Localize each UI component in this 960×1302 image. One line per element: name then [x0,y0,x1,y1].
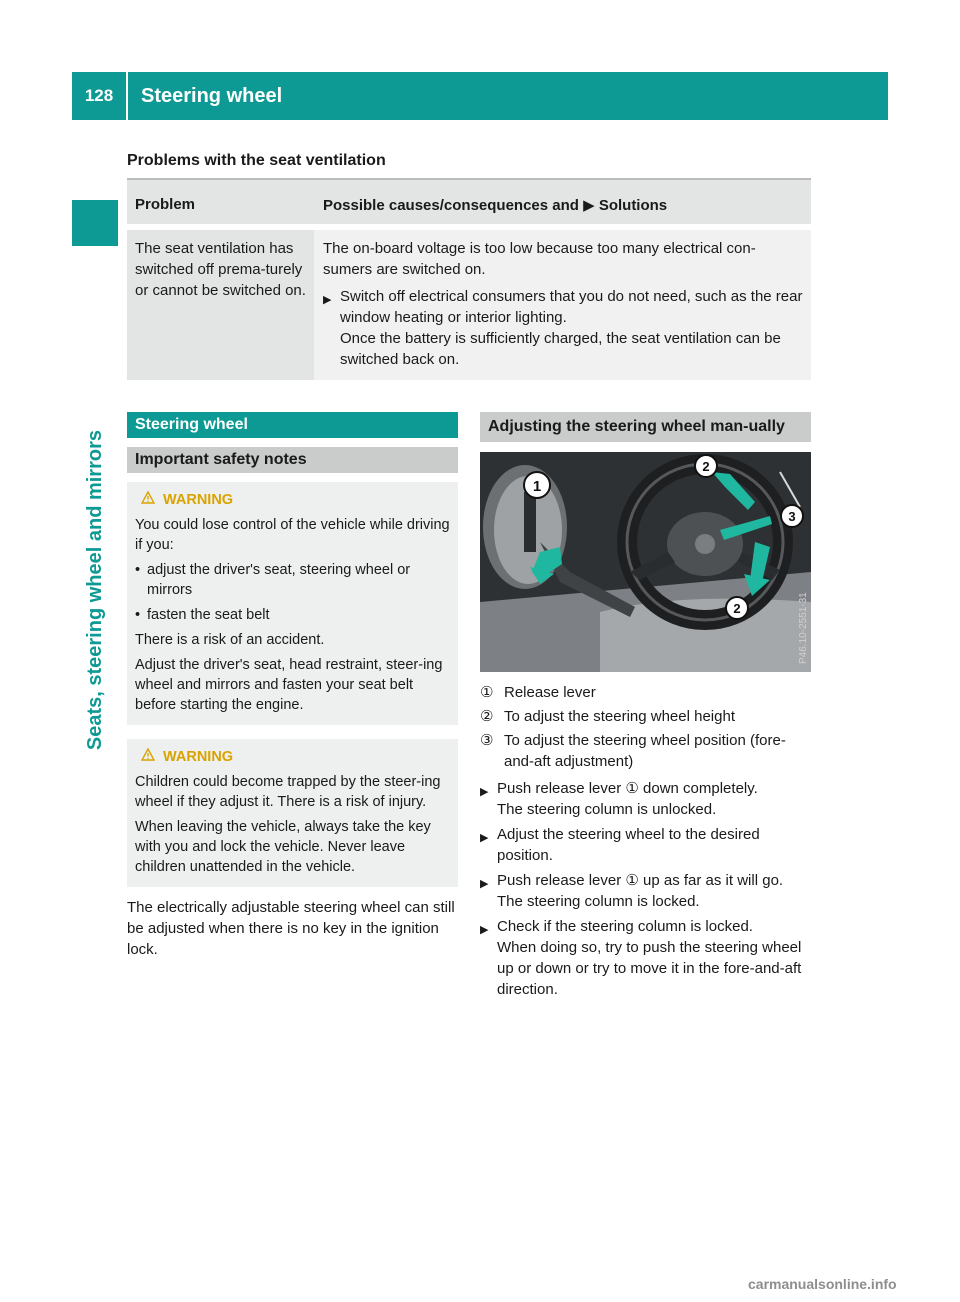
warning-intro: You could lose control of the vehicle while driving if you: [135,517,450,553]
side-tab-label: Seats, steering wheel and mirrors [83,429,106,750]
solution-step [323,286,803,370]
warning-title: WARNING [163,492,234,508]
figure-callout: 2 [702,459,710,474]
warning-triangle-icon [141,747,163,767]
subheading-adjusting-steering-wheel: Adjusting the steering wheel man-ually [480,412,811,442]
list-item: ③ To adjust the steering wheel position (fore-and-aft adjustment) [480,732,786,770]
instruction-step: ▶ Push release lever ① down completely. The steering column is unlocked. [480,780,758,818]
problems-section-title: Problems with the seat ventilation [127,152,386,169]
instruction-step: ▶ Adjust the steering wheel to the desired position. [480,826,760,864]
steering-wheel-illustration [480,452,811,672]
problem-cell: The seat ventilation has switched off prema-turely or cannot be switched on. [127,230,314,380]
column-header-solutions: Possible causes/consequences and ▶ Solutions [323,197,668,214]
steering-wheel-figure [480,452,811,672]
subheading-safety-notes: Important safety notes [127,447,458,473]
body-paragraph: The electrically adjustable steering wheel can still be adjusted when there is no key in the ignition lock. [127,899,455,958]
solution-cell [314,230,811,380]
page-header [72,72,888,120]
list-item: ② To adjust the steering wheel height [480,708,735,725]
list-item: ① Release lever [480,684,596,701]
step-text: Switch off electrical consumers that you do not need, such as the rear window heating or interior lighting. [340,288,803,326]
problems-table [127,178,811,380]
column-header-problem: Problem [135,196,196,213]
warning-title: WARNING [163,749,234,765]
left-column [127,412,458,960]
figure-legend [480,682,811,772]
instruction-steps [480,778,811,1000]
section-heading-steering-wheel: Steering wheel [127,412,458,438]
header-title: Steering wheel [141,84,283,107]
instruction-step: ▶ Check if the steering column is locked. When doing so, try to push the steering wheel up or down or try to move it in the fore-and-aft direction. [480,918,802,998]
warning-risk: There is a risk of an accident. [135,632,325,648]
warning-action: Adjust the driver's seat, head restraint, steer-ing wheel and mirrors and fasten your seat belt before starting the engine. [135,657,443,713]
side-tab-marker [72,200,118,246]
right-column [480,412,811,1000]
warning-box [127,739,458,887]
warning-action: When leaving the vehicle, always take the key with you and lock the vehicle. Never leave children unattended in the vehicle. [135,819,431,875]
instruction-step: ▶ Push release lever ① up as far as it will go. The steering column is locked. [480,872,784,910]
list-item: • adjust the driver's seat, steering wheel or mirrors [135,562,411,598]
figure-callout: 1 [532,478,542,495]
triangle-right-icon: ▶ [323,294,332,306]
triangle-right-icon: ▶ [480,786,489,798]
warning-box [127,482,458,725]
figure-callout: 2 [733,601,741,616]
figure-callout: 3 [788,509,796,524]
list-item: • fasten the seat belt [135,607,270,623]
triangle-right-icon: ▶ [480,878,489,890]
table-row [127,230,811,380]
warning-text: Children could become trapped by the steer-ing wheel if they adjust it. There is a risk of injury. [135,774,441,810]
table-header [127,180,811,224]
cause-text: The on-board voltage is too low because too many electrical con-sumers are switched on. [323,240,756,278]
triangle-right-icon: ▶ [480,924,489,936]
figure-code: P46.10-2551-31 [798,592,809,664]
step-note: Once the battery is sufficiently charged, the seat ventilation can be switched back on. [340,330,781,368]
triangle-right-icon: ▶ [480,832,489,844]
watermark: carmanualsonline.info [748,1276,897,1292]
warning-triangle-icon [141,490,163,510]
page-number: 128 [72,72,128,120]
